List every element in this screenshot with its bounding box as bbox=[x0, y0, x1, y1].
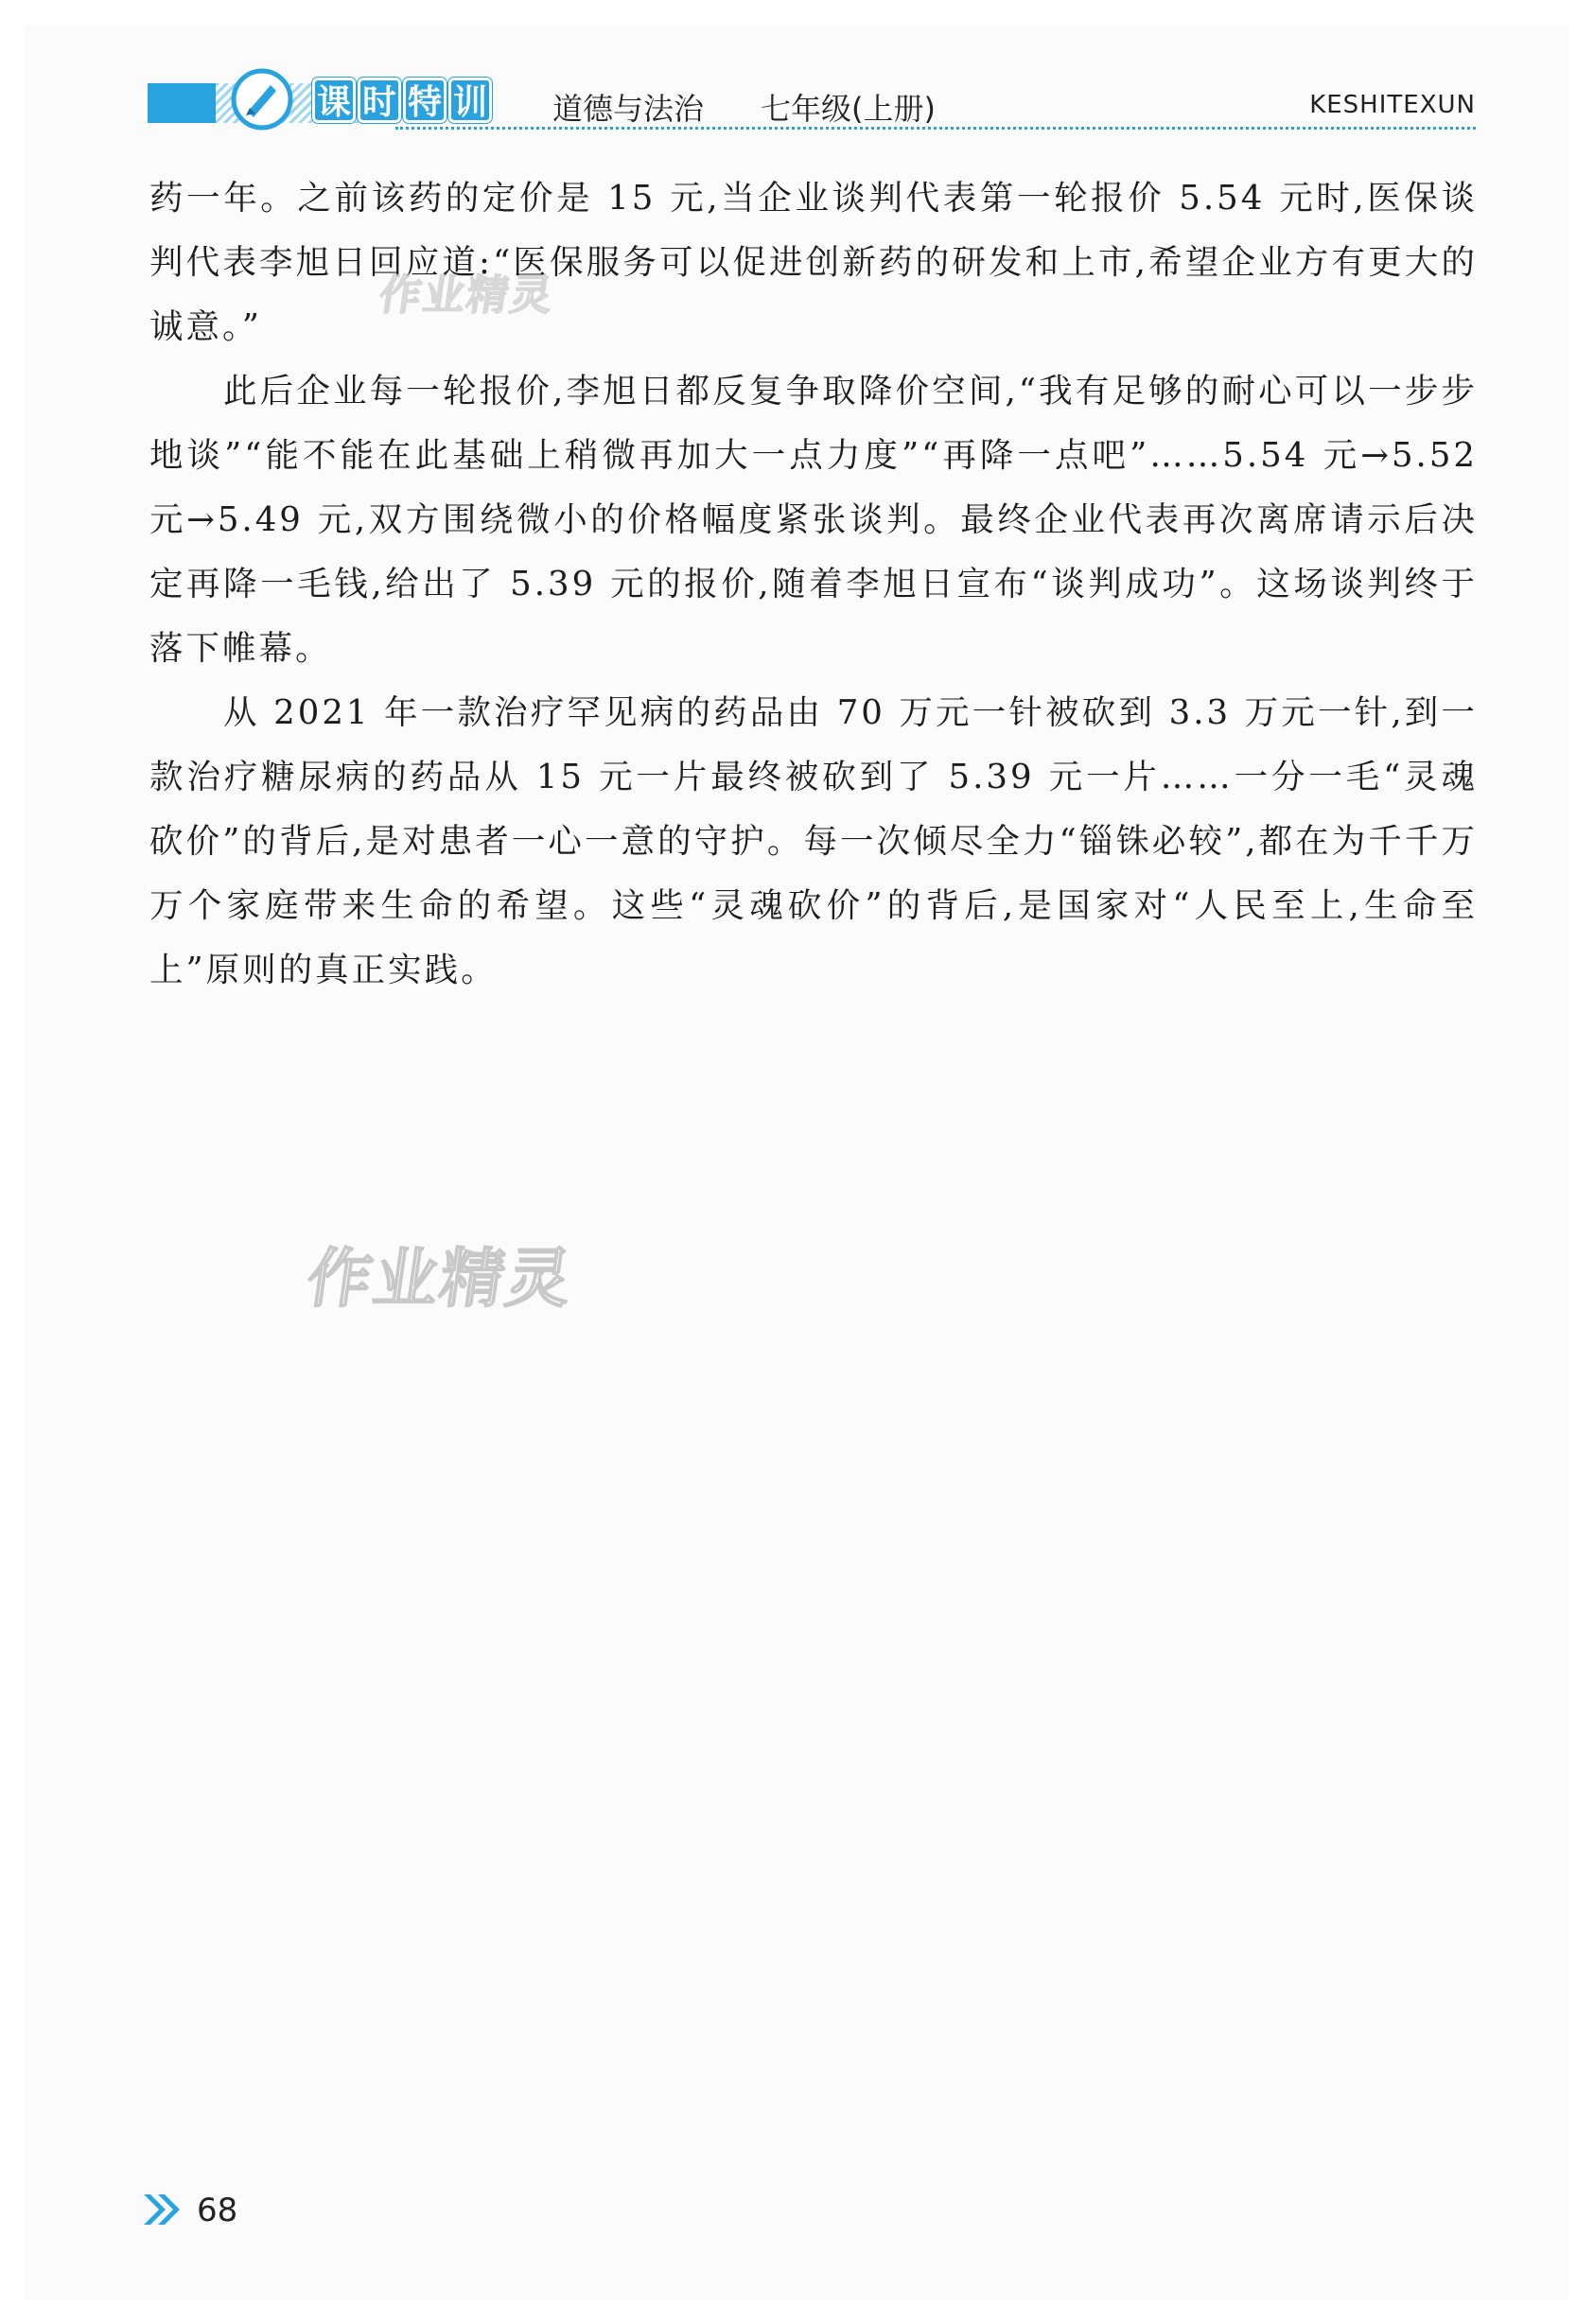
paragraph: 此后企业每一轮报价,李旭日都反复争取降价空间,“我有足够的耐心可以一步步地谈”“能不能在此基础上稍微再加大一点力度”“再降一点吧”……5.54 元→5.52 元→5.49 元,双方围绕微小的价格幅度紧张谈判。最终企业代表再次离席请示后决定再降一毛钱,给出了 5.39 元的报价,随着李旭日宣布“谈判成功”。这场谈判终于落下帷幕。 bbox=[149, 372, 1478, 668]
grade-label: 七年级(上册) bbox=[761, 91, 936, 127]
header-color-bar bbox=[148, 83, 216, 123]
page-header bbox=[148, 66, 1476, 132]
double-chevron-right-icon bbox=[142, 2193, 184, 2227]
brand-label: KESHITEXUN bbox=[1309, 91, 1476, 119]
series-title bbox=[312, 78, 492, 123]
header-divider bbox=[395, 127, 1476, 130]
watermark: 作业精灵 bbox=[376, 271, 557, 320]
paragraph: 从 2021 年一款治疗罕见病的药品由 70 万元一针被砍到 3.3 万元一针,到一款治疗糖尿病的药品从 15 元一片最终被砍到了 5.39 元一片……一分一毛“灵魂砍价”的背后,是对患者一心一意的守护。每一次倾尽全力“锱铢必较”,都在为千千万万个家庭带来生命的希望。这些“灵魂砍价”的背后,是国家对“人民至上,生命至上”原则的真正实践。 bbox=[149, 693, 1478, 989]
pen-logo-icon bbox=[229, 66, 295, 132]
paragraph: 药一年。之前该药的定价是 15 元,当企业谈判代表第一轮报价 5.54 元时,医保谈判代表李旭日回应道:“医保服务可以促进创新药的研发和上市,希望企业方有更大的诚意。” bbox=[149, 179, 1478, 346]
article-body bbox=[149, 166, 1478, 1003]
series-title-char: 课 bbox=[312, 78, 356, 123]
watermark: 作业精灵 bbox=[302, 1242, 578, 1317]
page-number: 68 bbox=[197, 2192, 238, 2229]
series-title-char: 特 bbox=[403, 78, 447, 123]
series-title-char: 训 bbox=[448, 78, 492, 123]
subject-label: 道德与法治 bbox=[552, 91, 705, 127]
series-title-char: 时 bbox=[358, 78, 401, 123]
